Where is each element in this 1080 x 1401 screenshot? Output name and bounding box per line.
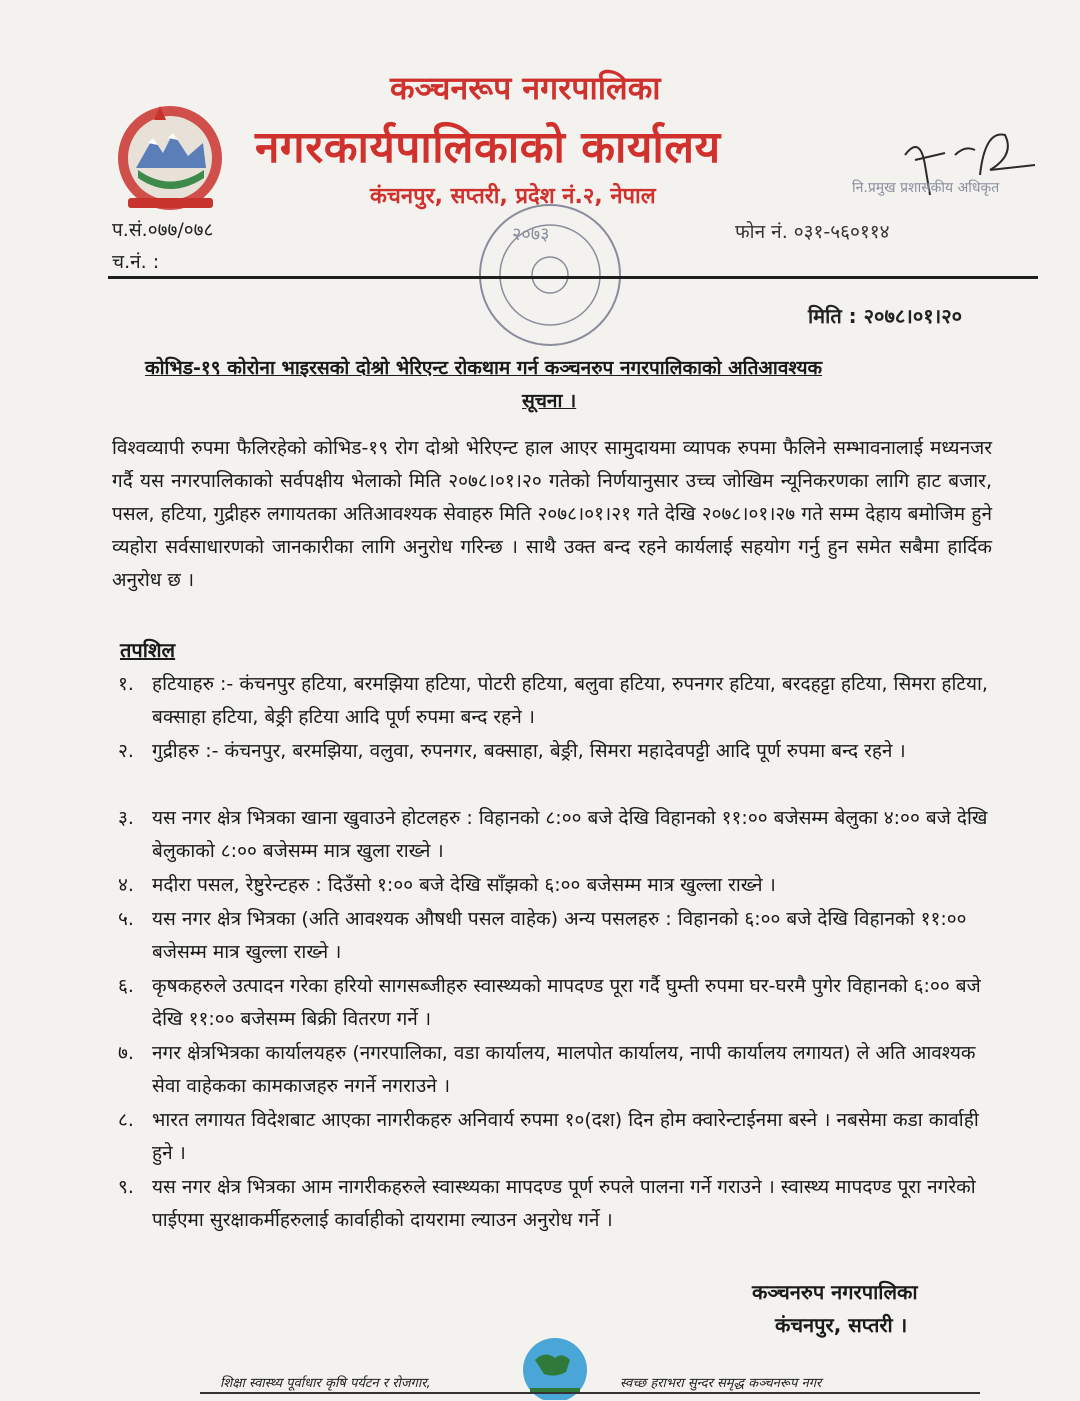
- signatory-municipality: कञ्चनरुप नगरपालिका: [752, 1280, 918, 1304]
- globe-logo-icon: [500, 1330, 610, 1400]
- list-item-text: मदीरा पसल, रेष्टुरेन्टहरु : दिउँसो १:०० बजे देखि साँझको ६:०० बजेसम्म मात्र खुल्ला राख्ने ।: [152, 874, 776, 896]
- notice-date: मिति : २०७८।०१।२०: [808, 304, 963, 328]
- list-item: [118, 1037, 993, 1103]
- list-item-number: ६.: [118, 975, 134, 997]
- list-item: [118, 1104, 993, 1170]
- municipality-name: कञ्चनरूप नगरपालिका: [390, 69, 661, 107]
- reference-number: प.सं.०७७/०७८: [112, 219, 214, 241]
- list-item: [118, 802, 993, 868]
- list-item-text: यस नगर क्षेत्र भित्रका (अति आवश्यक औषधी पसल वाहेक) अन्य पसलहरु : विहानको ६:०० बजे देखि विहानको ११:०० बजेसम्म मात्र खुल्ला राख्ने ।: [152, 908, 967, 963]
- list-item: [118, 735, 993, 768]
- list-item-text: भारत लगायत विदेशबाट आएका नागरीकहरु अनिवार्य रुपमा १०(दश) दिन होम क्वारेन्टाईनमा बस्ने । नबसेमा कडा कार्वाही हुने ।: [152, 1109, 979, 1164]
- phone-number: फोन नं. ०३१-५६०११४: [735, 221, 890, 243]
- list-item-number: ७.: [118, 1042, 134, 1064]
- list-item: [118, 903, 993, 969]
- header-divider: [108, 276, 1038, 279]
- list-item-number: १.: [118, 673, 134, 695]
- notice-title-suffix: सूचना ।: [522, 390, 577, 412]
- office-title: नगरकार्यपालिकाको कार्यालय: [255, 122, 721, 173]
- list-item-number: ८.: [118, 1109, 134, 1131]
- list-item-number: ४.: [118, 874, 134, 896]
- list-item-text: कृषकहरुले उत्पादन गरेका हरियो सागसब्जीहरु स्वास्थ्यको मापदण्ड पूरा गर्दै घुम्ती रुपमा घर-घरमै पुगेर विहानको ६:०० बजे देखि ११:०० बजेसम्म बिक्री वितरण गर्ने ।: [152, 975, 981, 1030]
- list-item: [118, 869, 993, 902]
- dispatch-number: च.नं. :: [112, 251, 160, 273]
- list-item-text: यस नगर क्षेत्र भित्रका खाना खुवाउने होटलहरु : विहानको ८:०० बजे देखि विहानको ११:०० बजेसम्म बेलुका ४:०० बजे देखि बेलुकाको ८:०० बजेसम्म मात्र खुला राख्ने ।: [152, 807, 988, 862]
- list-item-number: २.: [118, 740, 134, 762]
- list-item: [118, 970, 993, 1036]
- list-item-text: हटियाहरु :- कंचनपुर हटिया, बरमझिया हटिया, पोटरी हटिया, बलुवा हटिया, रुपनगर हटिया, बरदहट्टा हटिया, सिमरा हटिया, बक्साहा हटिया, बेङ्री हटिया आदि पूर्ण रुपमा बन्द रहने ।: [152, 673, 988, 728]
- list-item-number: ५.: [118, 908, 134, 930]
- established-year: २०७३: [512, 224, 550, 245]
- nepal-emblem-icon: [108, 98, 233, 218]
- list-item-number: ९.: [118, 1176, 134, 1198]
- list-item-text: यस नगर क्षेत्र भित्रका आम नागरीकहरुले स्वास्थ्यका मापदण्ड पूर्ण रुपले पालना गर्ने गराउने । स्वास्थ्य मापदण्ड पूरा नगरेको पाईएमा सुरक्षाकर्मीहरुलाई कार्वाहीको दायरामा ल्याउन अनुरोध गर्ने ।: [152, 1176, 976, 1231]
- list-item: [118, 668, 993, 734]
- list-item-text: गुद्रीहरु :- कंचनपुर, बरमझिया, वलुवा, रुपनगर, बक्साहा, बेङ्री, सिमरा महादेवपट्टी आदि पूर्ण रुपमा बन्द रहने ।: [152, 740, 906, 762]
- schedule-heading: तपशिल: [120, 638, 176, 662]
- official-signature: [885, 115, 1045, 225]
- footer-slogan-left: शिक्षा स्वास्थ्य पूर्वाधार कृषि पर्यटन र रोजगार,: [220, 1376, 431, 1391]
- list-item-text: नगर क्षेत्रभित्रका कार्यालयहरु (नगरपालिका, वडा कार्यालय, मालपोत कार्यालय, नापी कार्यालय लगायत) ले अति आवश्यक सेवा वाहेकका कामकाजहरु नगर्ने नगराउने ।: [152, 1042, 976, 1097]
- list-item: [118, 1171, 993, 1237]
- signatory-address: कंचनपुर, सप्तरी ।: [775, 1313, 908, 1337]
- office-address: कंचनपुर, सप्तरी, प्रदेश नं.२, नेपाल: [370, 184, 656, 209]
- footer-divider: [200, 1392, 980, 1394]
- officer-stamp-label: नि.प्रमुख प्रशासकीय अधिकृत: [852, 180, 1000, 196]
- office-stamp-icon: [455, 190, 635, 350]
- footer-slogan-right: स्वच्छ हराभरा सुन्दर समृद्ध कञ्चनरूप नगर: [620, 1376, 822, 1391]
- notice-title: कोभिड-१९ कोरोना भाइरसको दोश्रो भेरिएन्ट रोकथाम गर्न कञ्चनरुप नगरपालिकाको अतिआवश्यक: [145, 357, 823, 379]
- notice-intro-paragraph: विश्वव्यापी रुपमा फैलिरहेको कोभिड-१९ रोग दोश्रो भेरिएन्ट हाल आएर सामुदायमा व्यापक रुपमा फैलिने सम्भावनालाई मध्यनजर गर्दै यस नगरपालिकाको सर्वपक्षीय भेलाको मिति २०७८।०१।२० गतेको निर्णयानुसार उच्च जोखिम न्यूनिकरणका लागि हाट बजार, पसल, हटिया, गुद्रीहरु लगायतका अतिआवश्यक सेवाहरु मिति २०७८।०१।२१ गते देखि २०७८।०१।२७ गते सम्म देहाय बमोजिम हुने व्यहोरा सर्वसाधारणको जानकारीका लागि अनुरोध गरिन्छ । साथै उक्त बन्द रहने कार्यलाई सहयोग गर्नु हुन समेत सबैमा हार्दिक अनुरोध छ ।: [112, 437, 992, 591]
- list-item-number: ३.: [118, 807, 134, 829]
